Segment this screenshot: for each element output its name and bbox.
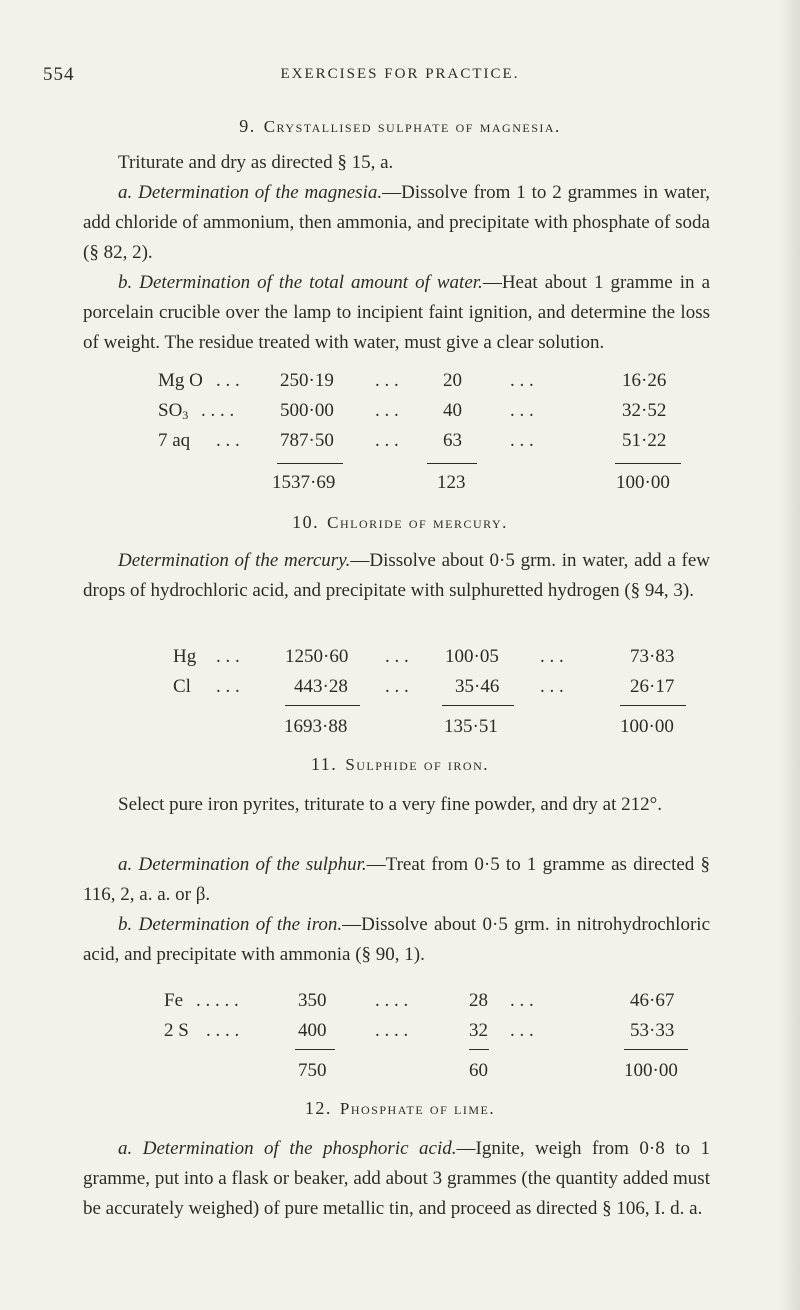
table-cell: 40 bbox=[443, 400, 462, 421]
table-total: 1693·88 bbox=[284, 716, 348, 737]
table-row-label: Hg bbox=[173, 646, 197, 667]
table-total: 100·00 bbox=[616, 472, 670, 493]
table-total: 100·00 bbox=[620, 716, 674, 737]
section-9-paragraph-b: b. Determination of the total amount of water.—Heat about 1 gramme in a porcelain crucible over the lamp to incipient faint ignition, and determine the loss of weight. The residue treated with water, must give a clear solution. bbox=[83, 272, 710, 353]
table-total: 135·51 bbox=[444, 716, 498, 737]
running-title: EXERCISES FOR PRACTICE. bbox=[280, 66, 520, 82]
table-row-label: Fe bbox=[164, 990, 183, 1011]
section-number: 10. bbox=[292, 512, 320, 532]
table-cell: 350 bbox=[298, 990, 327, 1011]
table-total: 100·00 bbox=[624, 1060, 678, 1081]
sum-rule bbox=[615, 463, 681, 464]
section-9-intro: Triturate and dry as directed § 15, a. bbox=[118, 152, 394, 173]
table-total: 750 bbox=[298, 1060, 327, 1081]
section-11-paragraph-a: a. Determination of the sulphur.—Treat from 0·5 to 1 gramme as directed § 116, 2, a. a. or β. bbox=[83, 854, 711, 905]
table-cell: 32·52 bbox=[622, 400, 667, 421]
table-cell: 500·00 bbox=[280, 400, 334, 421]
table-cell: 26·17 bbox=[630, 676, 675, 697]
section-11-intro: Select pure iron pyrites, triturate to a very fine powder, and dry at 212°. bbox=[118, 794, 662, 815]
section-10-paragraph: Determination of the mercury.—Dissolve about 0·5 grm. in water, add a few drops of hydrochloric acid, and precipitate with sulphuretted hydrogen (§ 94, 3). bbox=[83, 550, 710, 601]
section-heading: Chloride of mercury. bbox=[327, 513, 508, 532]
table-cell: 100·05 bbox=[445, 646, 499, 667]
table-cell: 20 bbox=[443, 370, 462, 391]
section-heading: Sulphide of iron. bbox=[345, 755, 490, 774]
table-cell: 787·50 bbox=[280, 430, 334, 451]
table-cell: 35·46 bbox=[455, 676, 500, 697]
table-row-label: 7 aq bbox=[158, 430, 191, 451]
table-cell: 400 bbox=[298, 1020, 327, 1041]
table-cell: 32 bbox=[469, 1020, 488, 1041]
section-10-title bbox=[0, 512, 800, 533]
table-total: 123 bbox=[437, 472, 466, 493]
sum-rule bbox=[277, 463, 343, 464]
section-number: 11. bbox=[310, 754, 338, 774]
table-cell: 16·26 bbox=[622, 370, 667, 391]
section-number: 9. bbox=[239, 116, 256, 136]
running-head bbox=[0, 64, 800, 94]
sum-rule bbox=[620, 705, 686, 706]
section-12-paragraph-a: a. Determination of the phosphoric acid.—Ignite, weigh from 0·8 to 1 gramme, put into a flask or beaker, add about 3 grammes (the quantity added must be accurately weighed) of pure metallic tin, and proceed as directed § 106, I. d. a. bbox=[83, 1138, 711, 1219]
section-11-title bbox=[0, 754, 800, 775]
sum-rule bbox=[285, 705, 360, 706]
sum-rule bbox=[295, 1049, 335, 1050]
section-number: 12. bbox=[304, 1098, 332, 1118]
section-9-paragraph-a: a. Determination of the magnesia.—Dissolve from 1 to 2 grammes in water, add chloride of ammonium, then ammonia, and precipitate with phosphate of soda (§ 82, 2). bbox=[83, 182, 711, 263]
table-cell: 1250·60 bbox=[285, 646, 349, 667]
table-cell: 51·22 bbox=[622, 430, 667, 451]
page-number: 554 bbox=[43, 64, 75, 85]
table-cell: 53·33 bbox=[630, 1020, 675, 1041]
section-11-paragraph-b: b. Determination of the iron.—Dissolve about 0·5 grm. in nitrohydrochloric acid, and precipitate with ammonia (§ 90, 1). bbox=[83, 914, 711, 965]
section-12-title bbox=[0, 1098, 800, 1119]
table-cell: 46·67 bbox=[630, 990, 675, 1011]
section-9-title bbox=[0, 116, 800, 137]
table-cell: 28 bbox=[469, 990, 488, 1011]
table-cell: 73·83 bbox=[630, 646, 675, 667]
sum-rule bbox=[624, 1049, 688, 1050]
sum-rule bbox=[442, 705, 514, 706]
sum-rule bbox=[469, 1049, 489, 1050]
table-cell: 443·28 bbox=[294, 676, 348, 697]
section-heading: Phosphate of lime. bbox=[339, 1099, 496, 1118]
table-cell: 250·19 bbox=[280, 370, 334, 391]
book-page: 554 EXERCISES FOR PRACTICE. 9. Crystallised sulphate of magnesia. Triturate and dry as directed § 15, a. a. Determination of the magnesia.—Dissolve from 1 to 2 grammes in water, add chloride of ammonium, then ammonia, and precipitate with phosphate of soda (§ 82, 2). b. Determination of the total amount of water.—Heat about 1 gramme in a porcelain crucible over the lamp to incipient faint ignition, and determine the loss of weight. The residue treated with water, must give a clear solution. Mg O . . . 250·19 . . . 20 . . . 16·26 $SO_3$ . . . . 500·00 . . . 40 . . . 32·52 7 aq . . . 787·50 . . . 63 . . . 51·22 1537·69 123 100·00 10. Chloride of mercury. Determination of the mercury.—Dissolve about 0·5 grm. in water, add a few drops of hydrochloric acid, and precipitate with sulphuretted hydrogen (§ 94, 3). Hg . . . 1250·60 . . . 100·05 . . . 73·83 Cl . . . 443·28 . . . 35·46 . . . 26·17 1693·88 135·51 100·00 11. Sulphide of iron. Select pure iron pyrites, triturate to a very fine powder, and dry at 212°. a. Determination of the sulphur.—Treat from 0·5 to 1 gramme as directed § 116, 2, a. a. or β. b. Determination of the iron.—Dissolve about 0·5 grm. in nitrohydrochloric acid, and precipitate with ammonia (§ 90, 1). Fe . . . . . 350 . . . . 28 . . . 46·67 2 S . . . . 400 . . . . 32 . . . 53·33 750 60 100·00 12. Phosphate of lime. a. Determination of the phosphoric acid.—Ignite, weigh from 0·8 to 1 gramme, put into a flask or beaker, add about 3 grammes (the quantity added must be accurately weighed) of pure metallic tin, and proceed as directed § 106, I. d. a. bbox=[0, 0, 800, 1310]
table-total: 1537·69 bbox=[272, 472, 336, 493]
sum-rule bbox=[427, 463, 477, 464]
table-row-label: $SO_3$ bbox=[158, 400, 189, 422]
table-row-label: 2 S bbox=[164, 1020, 189, 1041]
table-total: 60 bbox=[469, 1060, 488, 1081]
section-heading: Crystallised sulphate of magnesia. bbox=[263, 117, 561, 136]
table-row-label: Mg O bbox=[158, 370, 203, 391]
table-cell: 63 bbox=[443, 430, 462, 451]
table-row-label: Cl bbox=[173, 676, 191, 697]
